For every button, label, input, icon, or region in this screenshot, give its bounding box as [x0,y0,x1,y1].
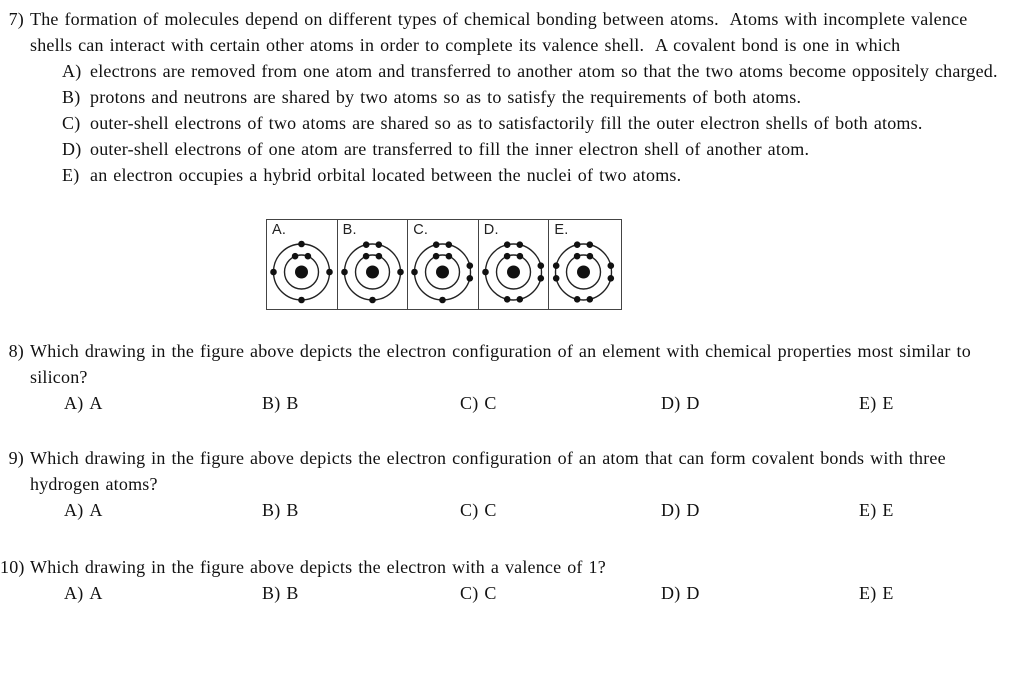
choice-d [661,497,859,523]
choice-label-c: C) [460,393,479,413]
choice-label-c: C) [62,113,81,133]
choice-e [859,497,894,523]
bohr-model-figure [266,219,622,310]
choice-label-d: D) [661,583,681,603]
bohr-diagram-c [408,222,477,307]
choice-b [262,390,460,416]
question-8-body [30,338,1014,416]
choice-label-a: A) [64,393,84,413]
atom-label-a: A. [272,222,287,238]
choice-label-b: B) [62,87,81,107]
choice-label-e: E) [859,500,877,520]
choice-text-b: protons and neutrons are shared by two atoms so as to satisfy the requirements of both atoms. [90,87,802,107]
choice-text-c: outer-shell electrons of two atoms are shared so as to satisfactorily fill the outer electron shells of both atoms. [90,113,923,133]
choice-option-e: E [882,393,894,413]
choice-text-e: an electron occupies a hybrid orbital located between the nuclei of two atoms. [90,165,682,185]
choice-label-b: B) [262,500,281,520]
atom-label-d: D. [483,222,499,238]
choice-c [460,390,661,416]
question-10 [0,554,1014,606]
question-7-choices [30,58,1014,188]
choice-label-d: D) [661,500,681,520]
question-7-body [30,6,1014,188]
choice-option-a: A [89,583,103,603]
choice-option-b: B [286,583,299,603]
question-8 [0,338,1014,416]
choice-c [460,497,661,523]
choice-e [859,390,894,416]
question-7-choice-c [62,110,1014,136]
choice-label-e: E) [859,583,877,603]
choice-label-b: B) [262,583,281,603]
choice-b [262,497,460,523]
choice-b [262,580,460,606]
choice-option-e: E [882,500,894,520]
choice-label-d: D) [62,139,82,159]
bohr-diagram-d [479,222,548,307]
question-7-number: 7) [8,9,24,29]
choice-e [859,580,894,606]
choice-option-d: D [686,583,700,603]
question-8-stem: Which drawing in the figure above depicts the electron configuration of an element with chemical properties most similar to silicon? [30,341,977,387]
atom-cell-a [267,220,338,309]
choice-a [64,580,262,606]
choice-text-d: outer-shell electrons of one atom are transferred to fill the inner electron shell of another atom. [90,139,810,159]
choice-label-e: E) [62,165,80,185]
choice-option-a: A [89,393,103,413]
question-10-body [30,554,1014,606]
choice-label-a: A) [64,500,84,520]
choice-option-b: B [286,500,299,520]
choice-label-d: D) [661,393,681,413]
bohr-diagram-e [549,222,618,307]
choice-label-b: B) [262,393,281,413]
question-7-choice-e [62,162,1014,188]
question-9-body [30,445,1014,523]
atom-label-c: C. [413,222,429,238]
question-8-number: 8) [8,341,24,361]
choice-label-e: E) [859,393,877,413]
choice-option-a: A [89,500,103,520]
bohr-diagram-a [267,222,336,307]
atom-label-e: E. [554,222,569,238]
choice-option-c: C [484,393,497,413]
question-7-choice-a [62,58,1014,84]
choice-a [64,390,262,416]
choice-text-a: electrons are removed from one atom and transferred to another atom so that the two atoms become oppositely charged. [90,61,998,81]
question-7-stem: The formation of molecules depend on different types of chemical bonding between atoms. Atoms with incomplete valence shells can interact with certain other atoms in order to complete its valence shell. A covalent bond is one in which [30,9,974,55]
question-9-stem: Which drawing in the figure above depicts the electron configuration of an atom that can form covalent bonds with three hydrogen atoms? [30,448,952,494]
question-10-number: 10) [0,557,25,577]
question-10-choices [64,580,1014,606]
question-9-choices [64,497,1014,523]
question-7-choice-b [62,84,1014,110]
choice-label-c: C) [460,500,479,520]
choice-option-b: B [286,393,299,413]
choice-a [64,497,262,523]
atom-cell-b [338,220,409,309]
question-8-choices [64,390,1014,416]
choice-option-c: C [484,500,497,520]
choice-label-c: C) [460,583,479,603]
atom-cell-e [549,220,620,309]
atom-label-b: B. [342,222,357,238]
bohr-diagram-b [338,222,407,307]
choice-d [661,390,859,416]
question-7 [0,6,1014,188]
choice-label-a: A) [64,583,84,603]
choice-label-a: A) [62,61,82,81]
atom-cell-c [408,220,479,309]
question-9-number: 9) [8,448,24,468]
choice-d [661,580,859,606]
choice-option-d: D [686,393,700,413]
question-9 [0,445,1014,523]
choice-c [460,580,661,606]
question-7-choice-d [62,136,1014,162]
atom-cell-d [479,220,550,309]
choice-option-e: E [882,583,894,603]
choice-option-c: C [484,583,497,603]
question-10-stem: Which drawing in the figure above depicts the electron with a valence of 1? [30,557,606,577]
choice-option-d: D [686,500,700,520]
